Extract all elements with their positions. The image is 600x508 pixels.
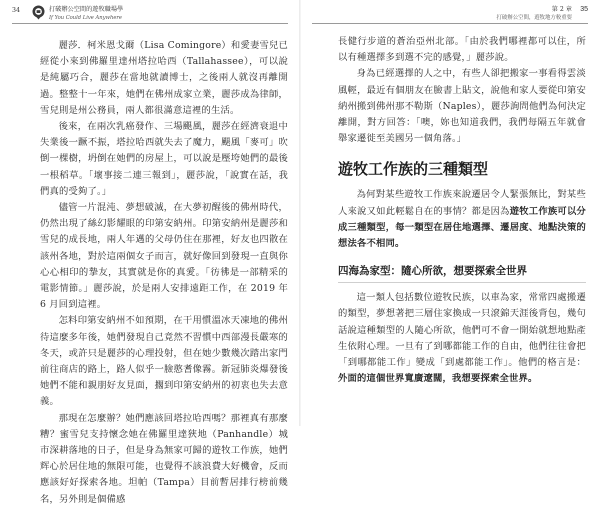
paragraph: 儘管一片混沌、夢想破滅，在大夢初醒後的佛州時代，仍然出現了絲幻影耀眼的印第安納州。印第安納州是麗莎和雪兒的成長地，兩人年邁的父母仍住在那裡，好友也四散在該州各地，對於這兩個女子而言，就好像回到發現一直與你心心相印的摯友，其實就是你的真愛。「彷彿是一部精采的電影情節。」麗莎說，於是兩人安排遠距工作，在 2019 年 6 月回到這裡。 (40, 202, 288, 311)
right-body-text (338, 34, 586, 387)
left-header-rule (12, 23, 288, 24)
paragraph: 長健行步道的蒼治亞州北部。「由於我們哪裡都可以住，所以有種選擇多到選不完的感覺，」麗莎說。 (338, 36, 586, 64)
paragraph-bold-text: 外面的這個世界寬廣遼闊，我想要探索全世界。 (338, 373, 538, 385)
paragraph: 後來，在兩次乳癌發作、三場颶風，麗莎在經濟衰退中失業後一蹶不振，塔拉哈西就失去了魔力，颶風「麥可」吹倒一棵樹，坍倒在她們的房屋上，可以說是壓垮她們的最後一根稻草。「壞事接二連三報到」，麗莎說，「說實在話，我們真的受夠了。」 (40, 121, 288, 197)
paragraph (338, 290, 586, 387)
paragraph: 身為已經選擇的人之中，有些人卻把搬家一事看得雲淡風輕，最近有個朋友在臉書上貼文，說他和家人要從印第安納州搬到佛州那不勒斯（Naples），麗莎詢問他們為何決定離開，對方回答：「噢，妳也知道我們，我們每隔五年就會舉家遷徙至美國另一個角落。」 (338, 68, 586, 145)
left-body-text (40, 38, 288, 508)
paragraph (338, 187, 586, 252)
right-chapter-label: 第 2 章 (551, 6, 572, 13)
paragraph-text: 這一類人包括數位遊牧民族，以車為家，常常四處搬遷的類型，夢想著把三層住家換成一只滾錦天涯後背包，幾句話說這種類型的人隨心所欲，他們可不會一開始就想地點產生依附心理。一旦有了到哪都能工作的自由，他們往往會把「到哪都能工作」變成「到處都能工作」。他們的格言是： (338, 292, 586, 369)
paragraph: 麗莎．柯米恩戈爾（Lisa Comingore）和愛妻雪兒已經從小來到佛羅里達州塔拉哈西（Tallahassee），可以說是純屬巧合，麗莎在當地就讀博士，之後兩人就沒再離開過。整整十一年來，她們在佛州成家立業，麗莎成為律師，雪兒則是州公務員，兩人都很滿意這裡的生活。 (40, 40, 288, 116)
right-header-rule (312, 23, 588, 24)
left-page-number: 34 (12, 7, 21, 14)
paragraph-text: 為何對某些遊牧工作族來說遷居令人緊張無比，對某些人來說又如此輕鬆自在的事情？都是因為 (338, 189, 586, 217)
section-heading: 遊牧工作族的三種類型 (338, 160, 489, 179)
paragraph: 那現在怎麼辦？她們應該回塔拉哈西嗎？那裡真有那麼糟？蜜雪兒支持懷念她在佛羅里達狹地（Panhandle）城市深耕落地的日子，但是身為無家可歸的遊牧工作族，她們辉心於居住地的無限可能，也覺得不該浪費大好機會，反而應該好好探索各地。坦帕（Tampa）目前暫居排行榜前幾名，另外則是個備感 (40, 412, 288, 505)
right-page-number: 35 (580, 6, 588, 13)
left-page (0, 0, 300, 505)
logo-pin-icon (31, 5, 46, 20)
left-header-subtitle: If You Could Live Anywhere (49, 15, 122, 21)
paragraph-bold-text: 遊牧工作族可以分成三種類型，每一類型在居住地選擇、遷居度、地點決策的想法各不相同。 (338, 205, 586, 250)
paragraph: 怎料印第安納州不如預期，在干用慣溫冰天凍地的佛州待這麼多年後，她們發現自己竟然不習慣中西部漫長嚴寒的冬天，或許只是麗莎的心理投射，但在她少數幾次踏出家門前往商店的路上，路人似乎一臉憨耆像霧。新冠肺炎爆發後她們不能和親朋好友見面，擱到印第安納州的初衷也失去意義。 (40, 315, 288, 408)
subsection-heading: 四海為家型：隨心所欲，想要探索全世界 (338, 260, 586, 283)
right-chapter-subtitle: 打破辦公空間，遊牧地方較重要 (496, 15, 572, 21)
right-page (300, 0, 600, 426)
left-header-title: 打破辦公空間的遊牧職場學 (49, 6, 124, 13)
